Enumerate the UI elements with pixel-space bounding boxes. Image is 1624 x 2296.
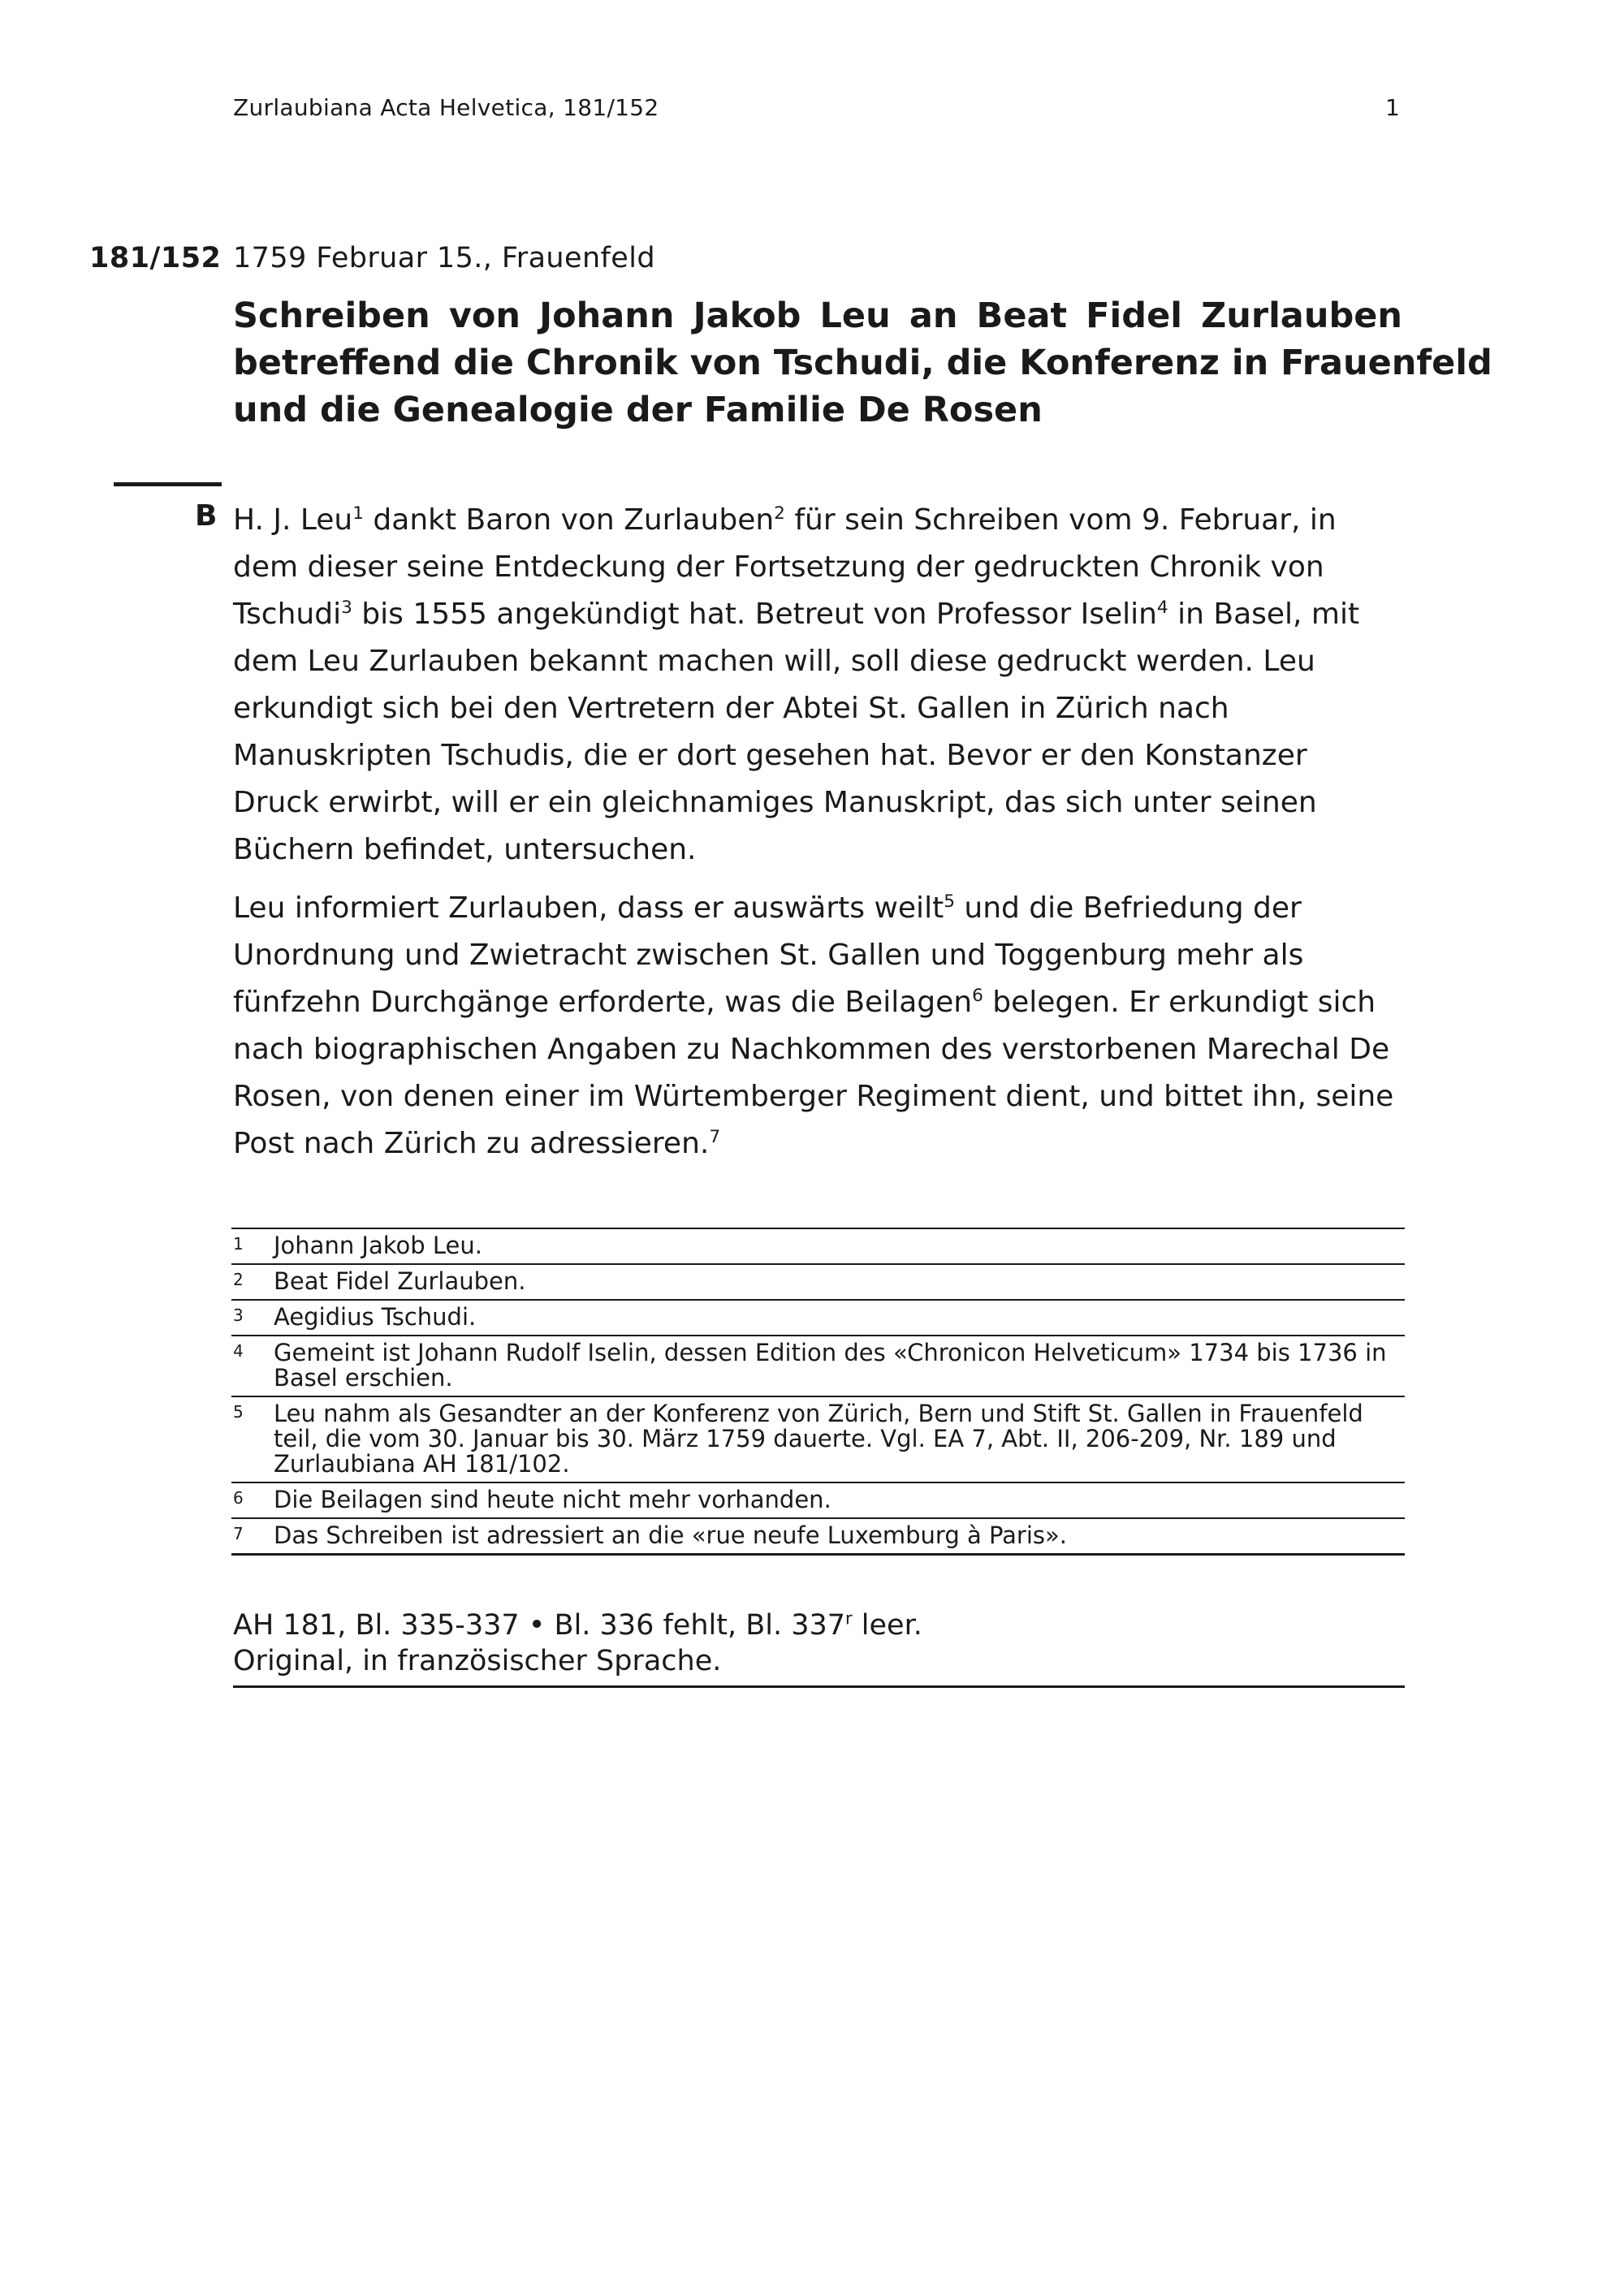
footnote-text: Aegidius Tschudi. — [274, 1303, 477, 1331]
document-title — [233, 292, 1492, 434]
title-line-2: betreffend die Chronik von Tschudi, die Konferenz in Frauenfeld — [233, 343, 1492, 383]
footnote-ref: 5 — [944, 891, 955, 912]
footnote-ref: 6 — [972, 986, 983, 1006]
footnote — [231, 1263, 1405, 1299]
document-number: 181/152 — [89, 242, 222, 274]
footnote — [231, 1335, 1405, 1396]
footnote — [231, 1482, 1405, 1517]
footnote — [231, 1228, 1405, 1263]
source-line-2: Original, in französischer Sprache. — [233, 1645, 722, 1677]
footnote-ref: 2 — [774, 503, 785, 524]
footnote — [231, 1299, 1405, 1335]
footnote-number: 7 — [233, 1524, 244, 1543]
section-divider — [114, 482, 222, 486]
footnote-ref: 4 — [1156, 598, 1168, 618]
summary-paragraph-1: H. J. Leu$^1$ dankt Baron von Zurlauben$^2$ für sein Schreiben vom 9. Februar, in dem dieser seine Entdeckung der Fortsetzung der gedruckten Chronik von Tschudi$^3$ bis 1555 angekündigt hat. Betreut von Professor Iselin$^4$ in Basel, mit dem Leu Zurlauben bekannt machen will, soll diese gedruckt werden. Leu erkundigt sich bei den Vertretern der Abtei St. Gallen in Zürich nach Manuskripten Tschudis, die er dort gesehen hat. Bevor er den Konstanzer Druck erwirbt, will er ein gleichnamiges Manuskript, das sich unter seinen Büchern befindet, untersuchen. — [233, 503, 1360, 866]
footnote-text: Gemeint ist Johann Rudolf Iselin, dessen Edition des «Chronicon Helveticum» 1734 bis 1736 in Basel erschien. — [274, 1339, 1387, 1392]
title-line-3: und die Genealogie der Familie De Rosen — [233, 390, 1043, 430]
source-line-1: AH 181, Bl. 335-337 • Bl. 336 fehlt, Bl. 337$^r$ leer. — [233, 1608, 922, 1642]
title-line-1: Schreiben von Johann Jakob Leu an Beat Fidel Zurlauben — [233, 296, 1402, 336]
page-number: 1 — [1385, 94, 1400, 121]
footnote-number: 6 — [233, 1488, 244, 1508]
footnote — [231, 1517, 1405, 1556]
section-marker: B — [195, 499, 218, 533]
footnote-text: Johann Jakob Leu. — [274, 1232, 482, 1259]
source-note — [233, 1608, 1405, 1688]
document-date-place: 1759 Februar 15., Frauenfeld — [233, 242, 655, 274]
footnote-number: 1 — [233, 1234, 244, 1254]
footnote-number: 3 — [233, 1306, 244, 1325]
summary-paragraph-2: Leu informiert Zurlauben, dass er auswärts weilt$^5$ und die Befriedung der Unordnung und Zwietracht zwischen St. Gallen und Toggenburg mehr als fünfzehn Durchgänge erforderte, was die Beilagen$^6$ belegen. Er erkundigt sich nach biographischen Angaben zu Nachkommen des verstorbenen Marechal De Rosen, von denen einer im Würtemberger Regiment dient, und bittet ihn, seine Post nach Zürich zu adressieren.$^7$ — [233, 891, 1394, 1160]
summary-text — [233, 497, 1402, 1179]
footnote-text: Leu nahm als Gesandter an der Konferenz von Zürich, Bern und Stift St. Gallen in Frauenfeld teil, die vom 30. Januar bis 30. März 1759 dauerte. Vgl. EA 7, Abt. II, 206-209, Nr. 189 und Zurlaubiana AH 181/102. — [274, 1400, 1363, 1478]
footnote-ref: 1 — [352, 503, 364, 524]
footnote — [231, 1396, 1405, 1482]
footnote-number: 5 — [233, 1402, 244, 1422]
footnote-number: 4 — [233, 1341, 244, 1361]
footnote-text: Die Beilagen sind heute nicht mehr vorhanden. — [274, 1486, 831, 1513]
footnote-ref: 7 — [709, 1127, 721, 1147]
footnotes — [231, 1228, 1405, 1556]
running-title: Zurlaubiana Acta Helvetica, 181/152 — [233, 94, 659, 121]
footnote-text: Beat Fidel Zurlauben. — [274, 1267, 526, 1295]
footnote-number: 2 — [233, 1270, 244, 1289]
footnote-ref: 3 — [341, 598, 352, 618]
footnote-text: Das Schreiben ist adressiert an die «rue neufe Luxemburg à Paris». — [274, 1521, 1067, 1549]
